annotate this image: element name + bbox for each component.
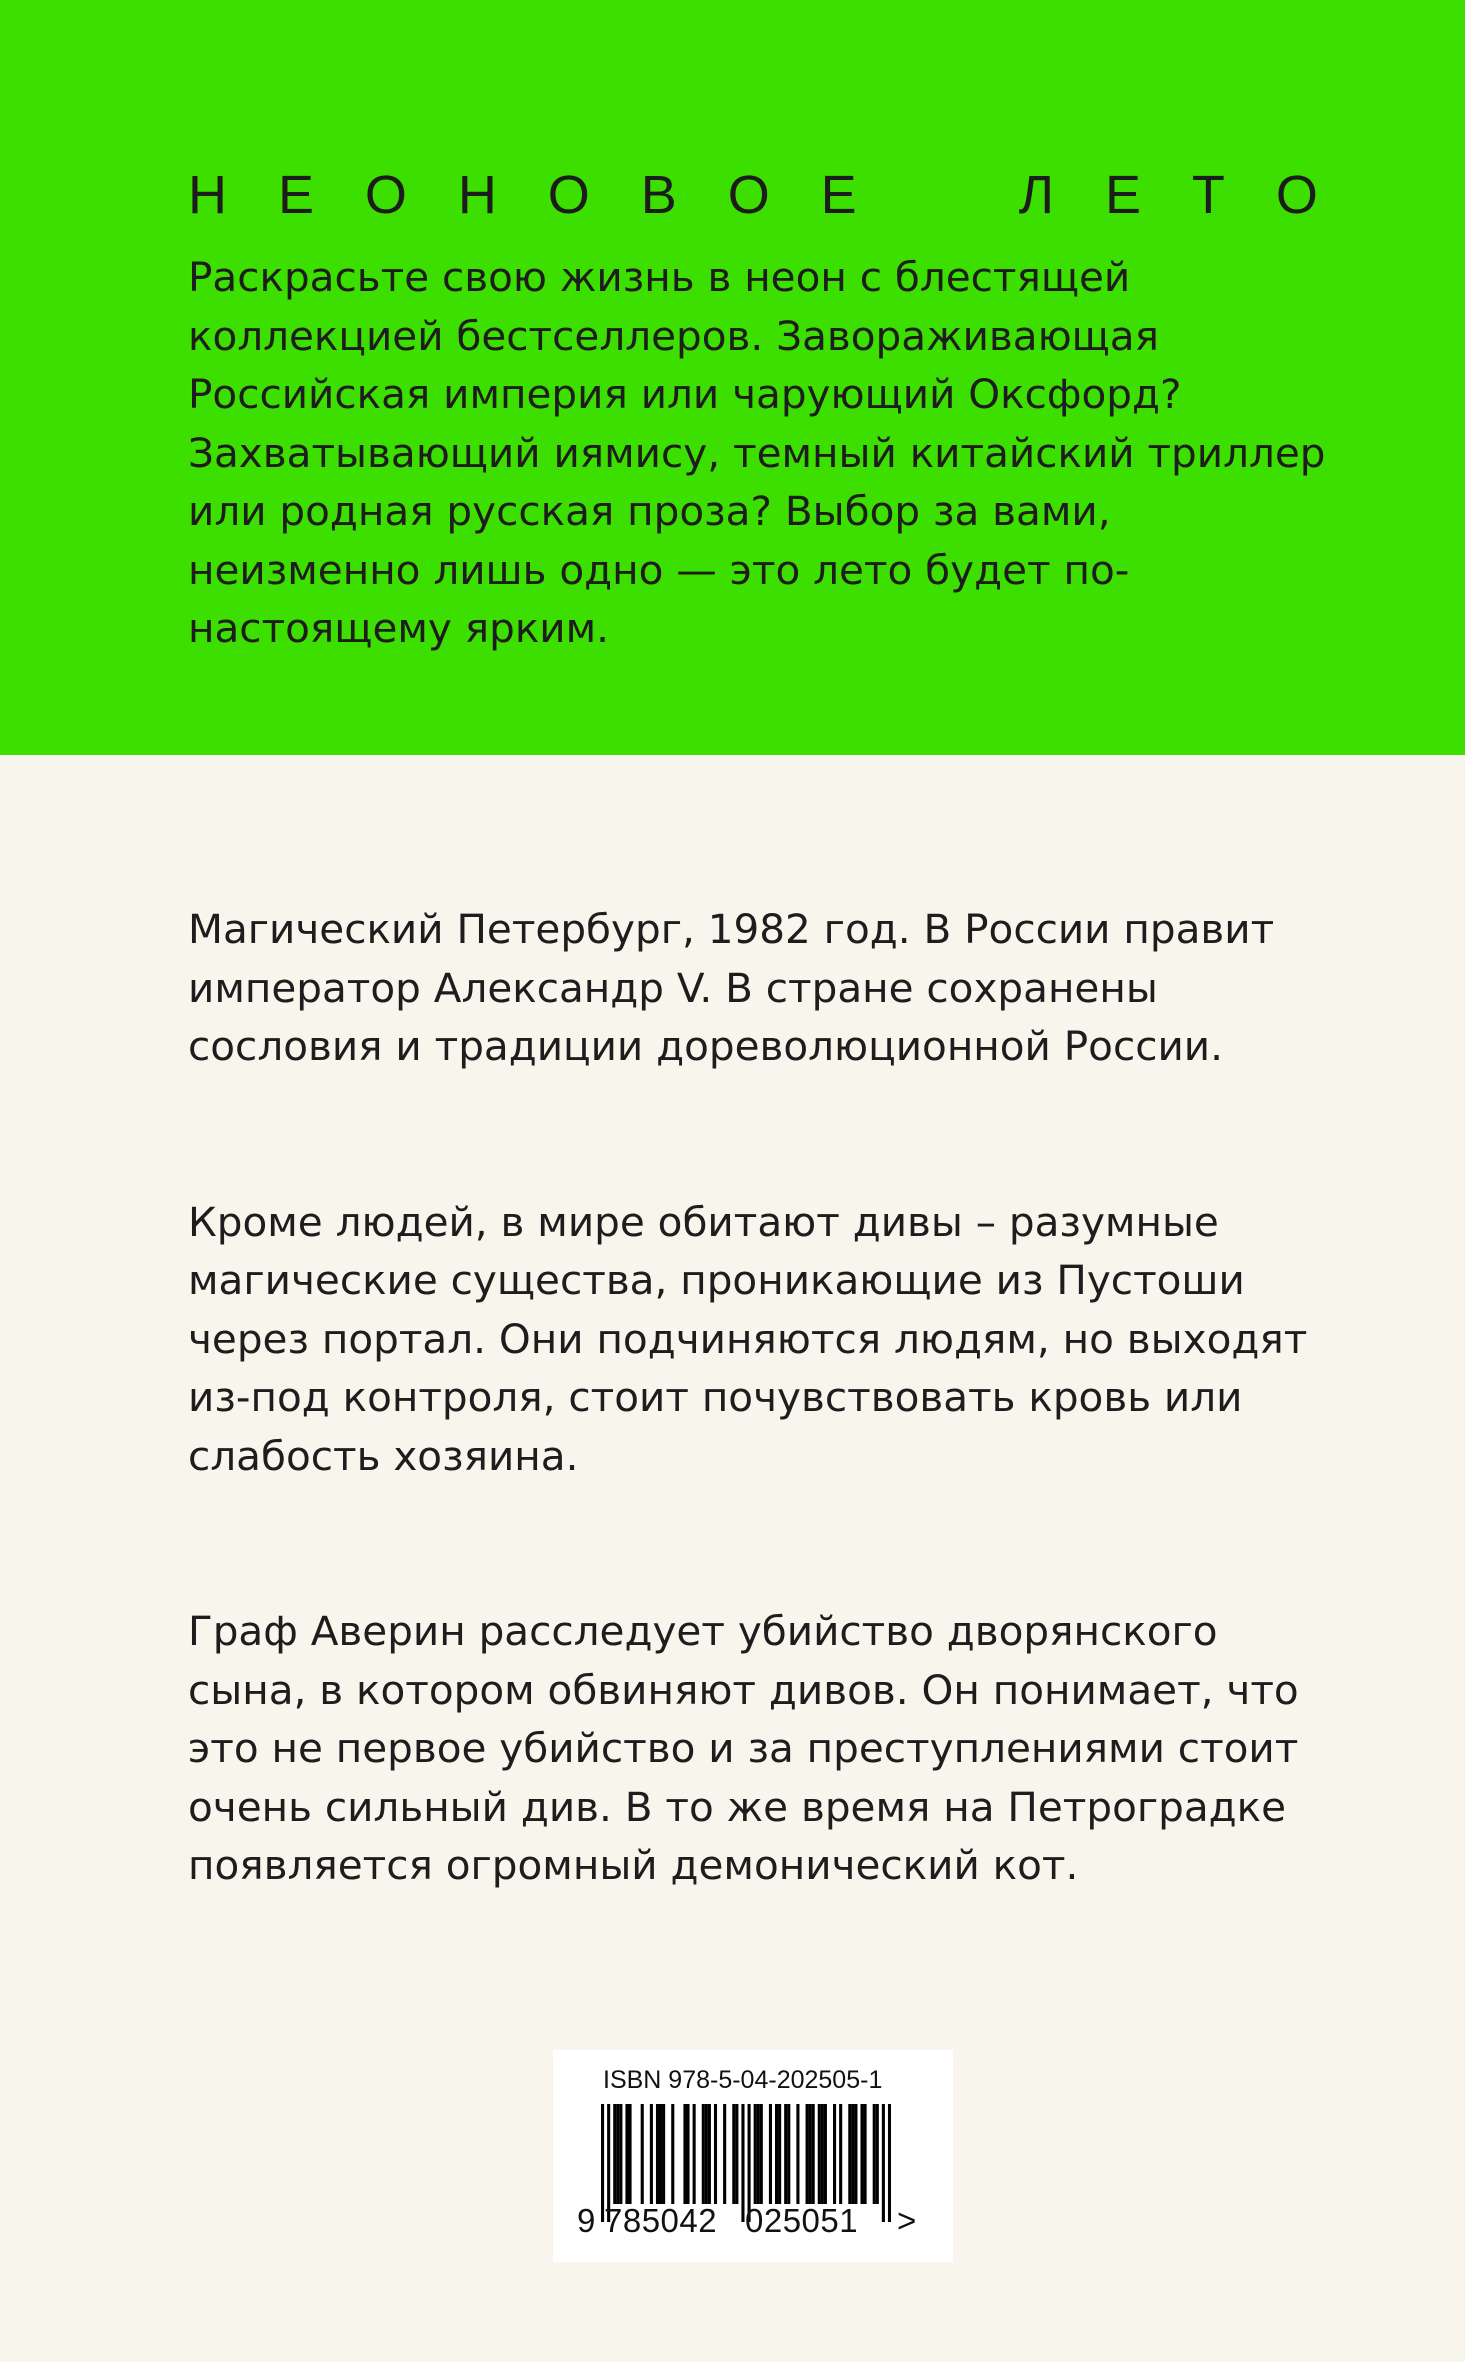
barcode-bar	[806, 2104, 809, 2204]
series-title-letter: О	[1275, 165, 1318, 225]
barcode-bar	[757, 2104, 760, 2204]
series-title-letter: Е	[277, 165, 314, 225]
series-title-letter: Н	[188, 165, 227, 225]
barcode-bar	[760, 2104, 763, 2204]
book-description	[188, 900, 1348, 2012]
barcode-bar	[812, 2104, 815, 2204]
barcode-bar	[732, 2104, 735, 2204]
barcode-bar	[619, 2104, 622, 2204]
isbn-barcode-block	[553, 2050, 953, 2262]
barcode-bar	[616, 2104, 619, 2204]
barcode-bar	[641, 2104, 644, 2204]
series-promo-text: Раскрасьте свою жизнь в неон с блестящей коллекцией бестселлеров. Завораживающая Российская империя или чарующий Оксфорд? Захватывающий иямису, темный китайский триллер или родная русская проза? Выбор за вами, неизменно лишь одно — это лето будет по-настоящему ярким.	[188, 253, 1326, 652]
barcode-bar	[854, 2104, 857, 2204]
barcode-bar	[796, 2104, 799, 2204]
barcode-bar	[873, 2104, 876, 2204]
barcode-bar	[708, 2104, 711, 2204]
series-title-letter: О	[547, 165, 590, 225]
barcode-bar	[683, 2104, 686, 2204]
barcode-bar	[821, 2104, 824, 2204]
barcode-digit-group-left: 785042	[604, 2202, 718, 2239]
barcode-bar	[723, 2104, 726, 2204]
barcode-bar	[625, 2104, 628, 2204]
series-title-letter: Н	[457, 165, 497, 225]
barcode-bar	[839, 2104, 842, 2204]
barcode-bar	[818, 2104, 821, 2204]
series-title-letter: Л	[1018, 165, 1055, 225]
barcode-bar	[824, 2104, 827, 2204]
barcode-bar	[787, 2104, 790, 2204]
barcode-bar	[613, 2104, 616, 2204]
barcode-bar	[851, 2104, 854, 2204]
barcode-bar	[864, 2104, 867, 2204]
green-header-band	[0, 0, 1465, 755]
description-paragraph: Граф Аверин расследует убийство дворянского сына, в котором обвиняют дивов. Он понимает, что это не первое убийство и за преступлениями стоит очень сильный див. В то же время на Петроградке появляется огромный демонический кот.	[188, 1607, 1299, 1889]
barcode-lead-digit: 9	[577, 2202, 596, 2239]
barcode-bar	[656, 2104, 659, 2204]
barcode-bar	[784, 2104, 787, 2204]
series-title-letter: Е	[1104, 165, 1141, 225]
series-title-letter: О	[364, 165, 407, 225]
barcode-bar	[686, 2104, 689, 2204]
barcode-bar	[659, 2104, 662, 2204]
barcode-bar	[848, 2104, 851, 2204]
description-paragraph: Магический Петербург, 1982 год. В России правит император Александр V. В стране сохранены сословия и традиции дореволюционной России.	[188, 905, 1275, 1070]
barcode-guard-bar	[888, 2104, 891, 2222]
barcode-bar	[833, 2104, 836, 2204]
barcode-bar	[650, 2104, 653, 2204]
barcode-bar	[754, 2104, 757, 2204]
barcode-bar	[769, 2104, 772, 2204]
series-title-space	[908, 160, 968, 230]
barcode-bar	[693, 2104, 696, 2204]
barcode-arrow: >	[897, 2202, 917, 2239]
series-title-letter: В	[640, 165, 677, 225]
barcode-bar	[662, 2104, 665, 2204]
barcode-bar	[671, 2104, 674, 2204]
barcode-bar	[714, 2104, 717, 2204]
series-title	[188, 160, 1318, 230]
isbn-label: ISBN 978-5-04-202505-1	[603, 2066, 883, 2094]
barcode-bar	[735, 2104, 738, 2204]
barcode-bar	[809, 2104, 812, 2204]
barcode-bar	[705, 2104, 708, 2204]
barcode-bar	[778, 2104, 781, 2204]
barcode-bar	[876, 2104, 879, 2204]
description-paragraph: Кроме людей, в мире обитают дивы – разумные магические существа, проникающие из Пустоши через портал. Они подчиняются людям, но выходят из-под контроля, стоит почувствовать кровь или слабость хозяина.	[188, 1197, 1308, 1480]
barcode-digit-group-right: 025051	[745, 2202, 859, 2239]
series-title-letter: О	[727, 165, 770, 225]
barcode-bar	[775, 2104, 778, 2204]
barcode-bar	[860, 2104, 863, 2204]
barcode-bar	[628, 2104, 631, 2204]
series-title-letter: Е	[820, 165, 857, 225]
series-title-letter: Т	[1191, 165, 1225, 225]
barcode-bar	[702, 2104, 705, 2204]
barcode-guard-bar	[882, 2104, 885, 2222]
